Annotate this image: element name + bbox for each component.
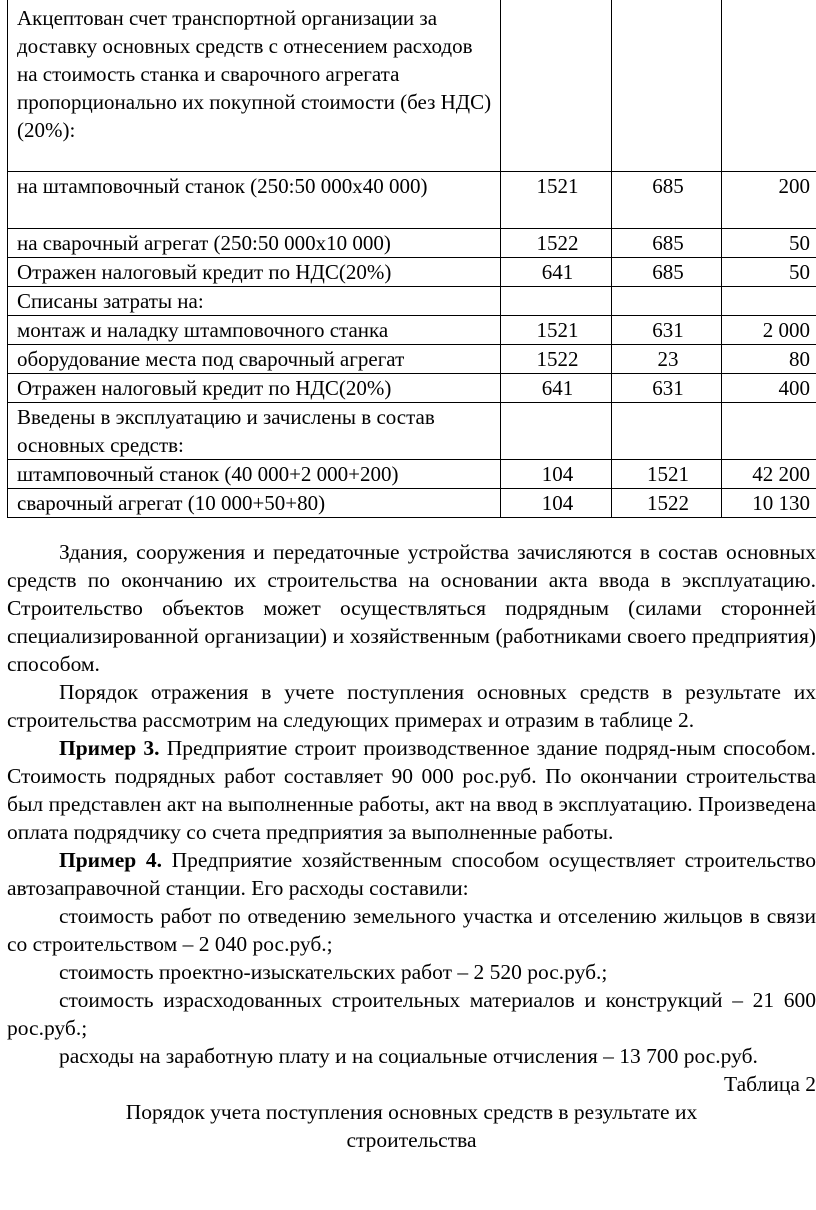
- row-desc: оборудование места под сварочный агрегат: [8, 345, 501, 374]
- credit-cell: 1522: [612, 489, 722, 518]
- table-row: [8, 172, 816, 229]
- credit-cell: [612, 403, 722, 460]
- debit-cell: 641: [501, 374, 612, 403]
- amount-cell: 50: [722, 258, 816, 287]
- credit-cell: [612, 0, 722, 172]
- example-label: Пример 3.: [59, 736, 160, 760]
- credit-cell: 685: [612, 172, 722, 229]
- table-row: [8, 489, 816, 518]
- row-desc: Введены в эксплуатацию и зачислены в состав основных средств:: [8, 403, 501, 460]
- table-row: [8, 374, 816, 403]
- debit-cell: 1521: [501, 316, 612, 345]
- debit-cell: 104: [501, 489, 612, 518]
- table-row: [8, 258, 816, 287]
- row-desc: [8, 0, 501, 172]
- paragraph: стоимость израсходованных строительных материалов и конструкций – 21 600 рос.руб.;: [7, 988, 816, 1040]
- row-desc: Списаны затраты на:: [8, 287, 501, 316]
- table-caption: Порядок учета поступления основных средств в результате их строительства: [125, 1100, 698, 1152]
- debit-cell: [501, 0, 612, 172]
- debit-cell: 1522: [501, 229, 612, 258]
- example-label: Пример 4.: [59, 848, 162, 872]
- amount-cell: [722, 0, 816, 172]
- amount-cell: 50: [722, 229, 816, 258]
- row-desc: [8, 172, 501, 229]
- debit-cell: [501, 287, 612, 316]
- credit-cell: 631: [612, 316, 722, 345]
- debit-cell: 1521: [501, 172, 612, 229]
- table-row: [8, 287, 816, 316]
- row-desc: сварочный агрегат (10 000+50+80): [8, 489, 501, 518]
- credit-cell: 685: [612, 229, 722, 258]
- amount-cell: [722, 287, 816, 316]
- amount-cell: 200: [722, 172, 816, 229]
- table-row: [8, 0, 816, 172]
- ledger-table: [7, 0, 816, 518]
- row-desc: монтаж и наладку штамповочного станка: [8, 316, 501, 345]
- table-row: [8, 403, 816, 460]
- credit-cell: 1521: [612, 460, 722, 489]
- amount-cell: 2 000: [722, 316, 816, 345]
- paragraph: [7, 734, 816, 846]
- amount-cell: 42 200: [722, 460, 816, 489]
- paragraph: Порядок отражения в учете поступления основных средств в результате их строительства рассмотрим на следующих примерах и отразим в таблице 2.: [7, 680, 816, 732]
- paragraph: стоимость работ по отведению земельного участка и отселению жильцов в связи со строительством – 2 040 рос.руб.;: [7, 904, 816, 956]
- credit-cell: 631: [612, 374, 722, 403]
- debit-cell: [501, 403, 612, 460]
- paragraph-text: Предприятие строит производственное здание подряд-ным способом. Стоимость подрядных работ составляет 90 000 рос.руб. По окончании строительства был представлен акт на выполненные работы, акт на ввод в эксплуатацию. Произведена оплата подрядчику со счета предприятия за выполненные работы.: [7, 736, 816, 844]
- amount-cell: [722, 403, 816, 460]
- table-row: [8, 229, 816, 258]
- body-text: [7, 538, 816, 1154]
- debit-cell: 1522: [501, 345, 612, 374]
- table-row: [8, 460, 816, 489]
- debit-cell: 641: [501, 258, 612, 287]
- amount-cell: 400: [722, 374, 816, 403]
- amount-cell: 80: [722, 345, 816, 374]
- amount-cell: 10 130: [722, 489, 816, 518]
- row-desc: на сварочный агрегат (250:50 000х10 000): [8, 229, 501, 258]
- credit-cell: [612, 287, 722, 316]
- paragraph: расходы на заработную плату и на социальные отчисления – 13 700 рос.руб.: [59, 1044, 758, 1068]
- table-row: [8, 345, 816, 374]
- desc-text: Акцептован счет транспортной организации за доставку основных средств с отнесением расходов на стоимость станка и сварочного агрегата пропорционально их покупной стоимости (без НДС) (20%):: [17, 6, 492, 142]
- paragraph: Здания, сооружения и передаточные устройства зачисляются в состав основных средств по окончанию их строительства на основании акта ввода в эксплуатацию. Строительство объектов может осуществляться подрядным (силами сторонней специализированной организации) и хозяйственным (работниками своего предприятия) способом.: [7, 540, 816, 676]
- desc-text: на штамповочный станок (250:50 000х40 000): [17, 174, 428, 198]
- credit-cell: 685: [612, 258, 722, 287]
- row-desc: штамповочный станок (40 000+2 000+200): [8, 460, 501, 489]
- paragraph: стоимость проектно-изыскательских работ – 2 520 рос.руб.;: [59, 960, 608, 984]
- row-desc: Отражен налоговый кредит по НДС(20%): [8, 258, 501, 287]
- paragraph-text: Предприятие хозяйственным способом осуществляет строительство автозаправочной станции. Его расходы составили:: [7, 848, 816, 900]
- table-row: [8, 316, 816, 345]
- debit-cell: 104: [501, 460, 612, 489]
- credit-cell: 23: [612, 345, 722, 374]
- row-desc: Отражен налоговый кредит по НДС(20%): [8, 374, 501, 403]
- paragraph: [7, 846, 816, 902]
- table-label: Таблица 2: [724, 1072, 816, 1096]
